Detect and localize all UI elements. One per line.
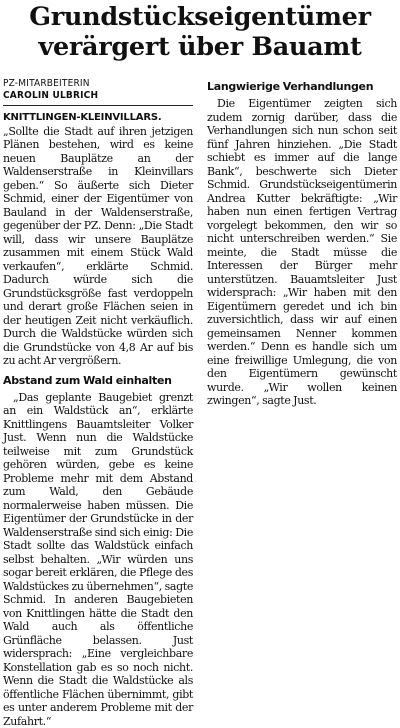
paragraph-2: „Das geplante Baugebiet grenzt an ein Waldstück an“, erklärte Knittlingens Bauamtsleiter Volker Just. Wenn nun die Waldstücke teilweise mit zum Grundstück gehören würden, gebe es keine Probleme mehr mit dem Abstand zum Wald, den Gebäude normalerweise haben müssen. Die Eigentümer der Grundstücke in der Waldenserstraße sind sich einig: Die Stadt sollte das Waldstück einfach selbst behalten. „Wir würden uns sogar bereit erklären, die Pflege des Waldstückes zu übernehmen“, sagte Schmid. In anderen Baugebieten von Knittlingen hätte die Stadt den Wald auch als öffentliche Grünfläche belassen. Just widersprach: „Eine vergleichbare Konstellation gab es so noch nicht. Wenn die Stadt die Waldstücke als öffentliche Flächen übernimmt, gibt es unter anderem Probleme mit der Zufahrt.“: [3, 391, 193, 728]
headline-line-1: Grundstückseigentümer: [0, 2, 400, 32]
byline: [3, 78, 193, 102]
article-headline: [0, 2, 400, 62]
dateline: KNITTLINGEN-KLEINVILLARS.: [3, 112, 161, 123]
article-body-right: [207, 80, 397, 408]
subheading-2: Langwierige Verhandlungen: [207, 80, 397, 94]
paragraph-lead-text: „Sollte die Stadt auf ihren jetzigen Plänen bestehen, wird es keine neuen Bauplätze an der Waldenserstraße in Kleinvillars geben.“ So äußerte sich Dieter Schmid, einer der Eigentümer von Bauland in der Waldenserstraße, gegenüber der PZ. Denn: „Die Stadt will, dass wir unsere Bauplätze zusammen mit einem Stück Wald verkaufen“, erklärte Schmid. Dadurch würde sich die Grundstücksgröße fast verdoppeln und derart große Flächen seien in der heutigen Zeit nicht verkäuflich. Durch die Waldstücke würden sich die Grundstücke von 4,8 Ar auf bis zu acht Ar vergrößern.: [3, 125, 193, 368]
byline-divider: [3, 105, 193, 106]
article-body-left: [3, 110, 193, 728]
byline-author: CAROLIN ULBRICH: [3, 90, 193, 102]
column-right: [207, 80, 397, 408]
paragraph-3: Die Eigentümer zeigten sich zudem zornig darüber, dass die Verhandlungen sich nun schon seit fünf Jahren hinziehen. „Die Stadt schiebt es immer auf die lange Bank“, beschwerte sich Dieter Schmid. Grundstückseigentümerin Andrea Kutter bekräftigte: „Wir haben nun einen fertigen Vertrag vorgelegt bekommen, den wir so nicht unterschreiben werden.“ Sie meinte, die Stadt müsse die Interessen der Bürger mehr unterstützen. Bauamtsleiter Just widersprach: „Wir haben mit den Eigentümern geredet und ich bin zuversichtlich, dass wir auf einen gemeinsamen Nenner kommen werden.“ Denn es handle sich um eine freiwillige Umlegung, die von den Eigentümern gewünscht wurde. „Wir wollen keinen zwingen“, sagte Just.: [207, 97, 397, 408]
subheading-1: Abstand zum Wald einhalten: [3, 374, 193, 388]
column-left: [3, 78, 193, 728]
headline-line-2: verärgert über Bauamt: [0, 32, 400, 62]
paragraph-lead: [3, 110, 193, 368]
byline-role: PZ-MITARBEITERIN: [3, 78, 193, 90]
